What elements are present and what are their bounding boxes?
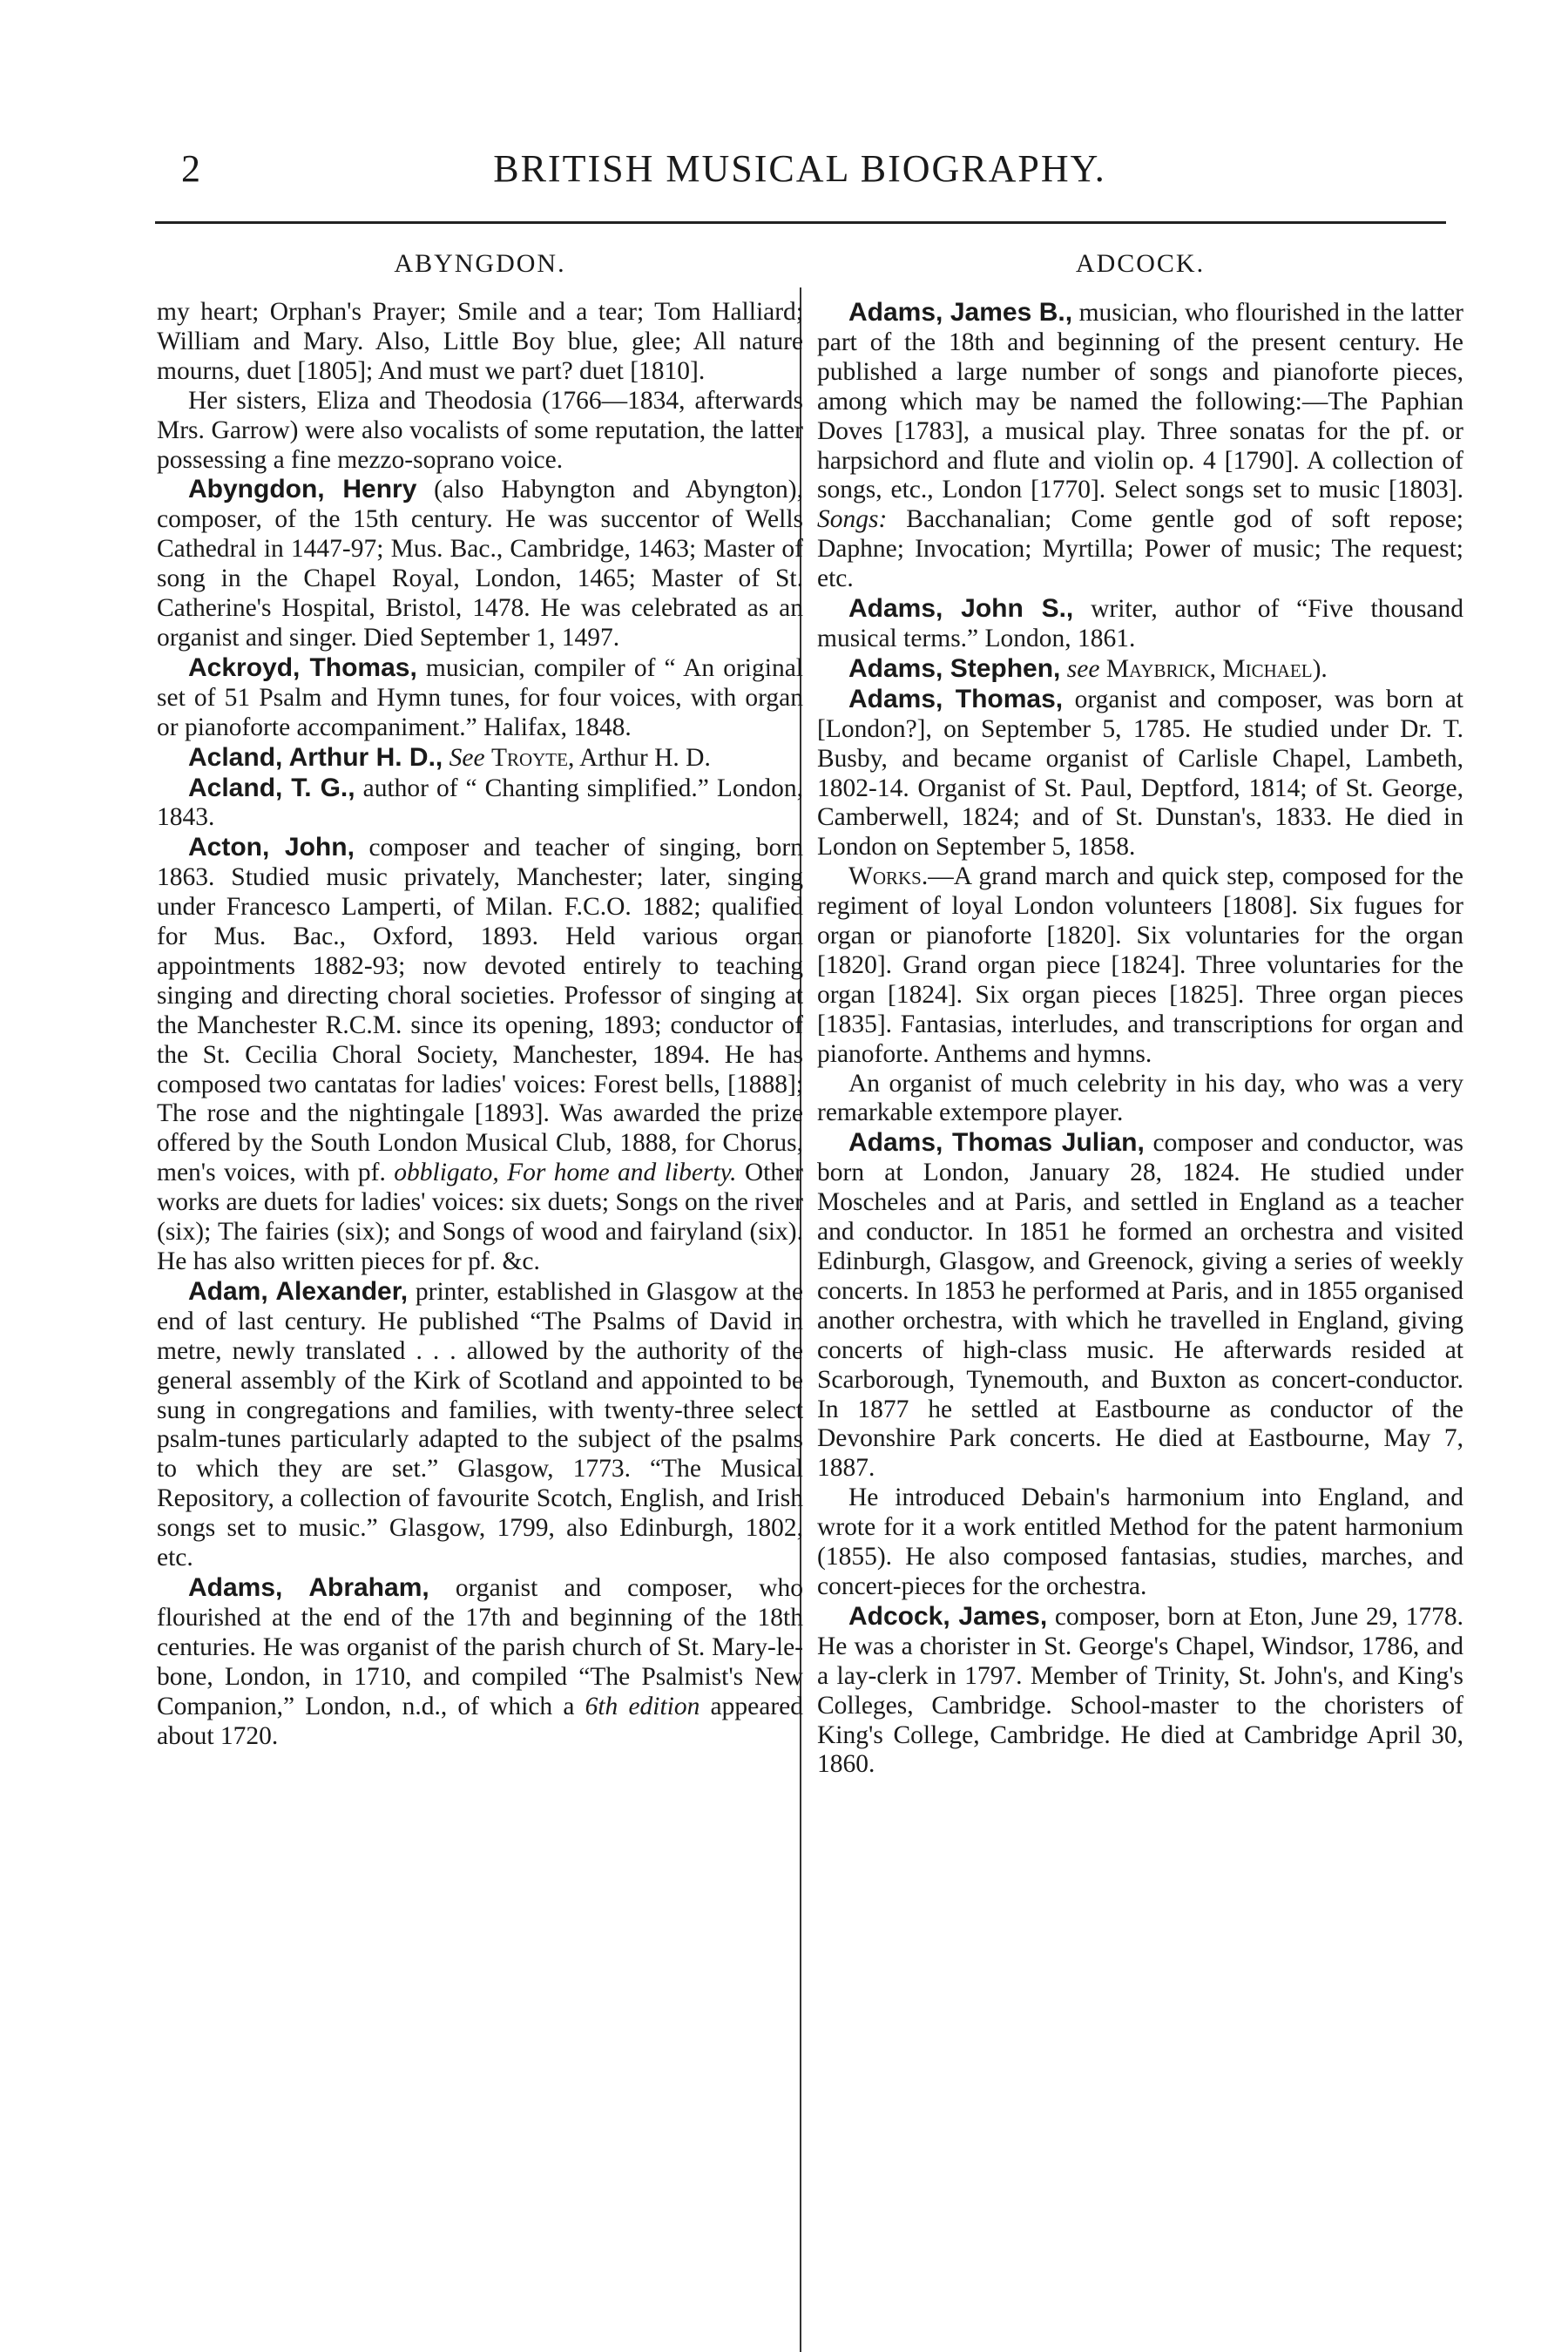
entry-acton-john [157,833,803,1277]
works-note: An organist of much celebrity in his day, who was a very remarkable extempore player. [817,1069,1463,1127]
continued-paragraph: my heart; Orphan's Prayer; Smile and a tear; Tom Halliard; William and Mary. Also, Little Boy blue, glee; All nature mourns, duet [1805]; And must we part? duet [1810]. [157,298,803,385]
left-column [157,249,803,1751]
page-header [155,146,1444,207]
page-number: 2 [181,147,200,190]
entry-italic: obbligato, For home and liberty. [394,1159,737,1187]
headword: Ackroyd, Thomas, [188,652,417,682]
entry-text: organist and composer, who flourished at the end of the 17th and beginning of the 18th centuries. He was organist of the parish church of St. Mary-le-bone, London, in 1710, and compiled “The Psalmist's New Companion,” London, n.d., of which a [157,1573,803,1720]
entry-ackroyd-thomas [157,653,803,743]
headword: Acland, Arthur H. D., [188,742,443,772]
right-column [817,249,1463,1780]
headword: Abyngdon, Henry [188,475,417,504]
entry-adams-abraham [157,1573,803,1751]
cross-reference: Troyte, [490,743,575,772]
entry-text: composer and conductor, was born at London, January 28, 1824. He studied under Moscheles and at Paris, and settled in England as a teacher and conductor. In 1851 he formed an orchestra and visited Edinburgh, Glasgow, and Greenock, giving a series of weekly concerts. In 1853 he performed at Paris, and in 1855 organised another orchestra, with which he travelled in England, giving concerts of high-class music. He afterwards resided at Scarborough, Tynemouth, and Buxton as concert-conductor. In 1877 he settled at Eastbourne as conductor of the Devonshire Park concerts. He died at Eastbourne, May 7, 1887. [817,1129,1463,1483]
right-column-head: ADCOCK. [1075,249,1206,278]
entry-acland-arthur [157,743,803,774]
works-label: Works. [848,862,929,891]
headword: Acland, T. G., [188,773,355,802]
entry-text-2: Bacchanalian; Come gentle god of soft repose; Daphne; Invocation; Myrtilla; Power of music; The request; etc. [817,505,1463,593]
header-rule [155,221,1446,224]
cross-reference: Maybrick, Michael [1105,654,1313,683]
works-paragraph [817,862,1463,1069]
entry-adams-thomas-julian [817,1128,1463,1484]
entry-text: Arthur H. D. [574,743,711,772]
headword: Adams, Stephen, [848,653,1061,683]
headword: Adam, Alexander, [188,1276,409,1306]
headword: Acton, John, [188,833,355,862]
entry-text: composer and teacher of singing, born 1863. Studied music privately, Manchester; later, singing under Francesco Lamperti, of Milan. F.C.O. 1882; qualified for Mus. Bac., Oxford, 1893. Held various organ appointments 1882-93; now devoted entirely to teaching singing and directing choral societies. Professor of singing at the Manchester R.C.M. since its opening, 1893; conductor of the St. Cecilia Choral Society, Manchester, 1894. He has composed two cantatas for ladies' voices: Forest bells, [1888]; The rose and the nightingale [1893]. Was awarded the prize offered by the South London Musical Club, 1888, for Chorus, men's voices, with pf. [157,834,804,1187]
entry-text: organist and composer, was born at [London?], on September 5, 1785. He studied under Dr. T. Busby, and became organist of Carlisle Chapel, Lambeth, 1802-14. Organist of St. Paul, Deptford, 1814; of St. George, Camberwell, 1824; and of St. Dunstan's, 1833. He died in London on September 5, 1858. [817,685,1463,862]
entry-text: musician, compiler of “ An original set of 51 Psalm and Hymn tunes, for four voices, with organ or pianoforte accompaniment.” Halifax, 1848. [157,653,803,741]
entry-abyngdon-henry [157,475,803,652]
entry-italic: 6th edition [585,1692,700,1720]
works-text: —A grand march and quick step, composed for the regiment of loyal London volunteers [1808]. Six fugues for organ or pianoforte [1820]. Six voluntaries for the organ [1820]. Grand organ piece [1824]. Three voluntaries for the organ [1824]. Six organ pieces [1825]. Three organ pieces [1835]. Fantasias, interludes, and transcriptions for organ and pianoforte. Anthems and hymns. [817,862,1463,1068]
headword: Adcock, James, [848,1601,1048,1631]
headword: Adams, Thomas Julian, [848,1128,1145,1158]
headword: Adams, John S., [848,594,1074,624]
entry-text: (also Habyngton and Abyngton), composer, of the 15th century. He was succentor of Wells Cathedral in 1447-97; Mus. Bac., Cambridge, 1463; Master of song in the Chapel Royal, London, 1465; Master of St. Catherine's Hospital, Bristol, 1478. He was celebrated as an organist and singer. Died September 1, 1497. [157,476,803,652]
running-title: BRITISH MUSICAL BIOGRAPHY. [493,147,1106,190]
entry-text: musician, who flourished in the latter part of the 18th and beginning of the present century. He published a large number of songs and pianoforte pieces, among which may be named the following:—The Paphian Doves [1783], a musical play. Three sonatas for the pf. or harpsichord and flute and violin op. 4 [1790]. A collection of songs, etc., London [1770]. Select songs set to music [1803]. [817,299,1463,504]
left-column-head: ABYNGDON. [394,249,566,278]
entry-italic: Songs: [817,505,888,534]
see-label: see [1060,654,1106,683]
entry-text: writer, author of “Five thousand musical terms.” London, 1861. [817,595,1463,652]
sisters-paragraph: Her sisters, Eliza and Theodosia (1766—1834, afterwards Mrs. Garrow) were also vocalists of some reputation, the latter possessing a fine mezzo-soprano voice. [157,386,803,474]
entry-acland-t-g [157,774,803,834]
see-label: See [443,743,491,772]
headword: Adams, Abraham, [188,1572,429,1602]
entry-adcock-james [817,1602,1463,1780]
entry-text: author of “ Chanting simplified.” London, 1843. [157,774,803,832]
harmonium-note: He introduced Debain's harmonium into England, and wrote for it a work entitled Method for the patent harmonium (1855). He also composed fantasias, studies, marches, and concert-pieces for the orchestra. [817,1484,1463,1600]
entry-text: composer, born at Eton, June 29, 1778. He was a chorister in St. George's Chapel, Windsor, 1786, and a lay-clerk in 1797. Member of Trinity, St. John's, and King's Colleges, Cambridge. School-master to the choristers of King's College, Cambridge. He died at Cambridge April 30, 1860. [817,1602,1463,1779]
entry-text: ). [1312,654,1328,683]
entry-adams-thomas [817,685,1463,862]
entry-adam-alexander [157,1277,803,1573]
entry-text: printer, established in Glasgow at the end of last century. He published “The Psalms of David in metre, newly translated . . . allowed by the authority of the general assembly of the Kirk of Scotland and appointed to be sung in congregations and families, with twenty-three select psalm-tunes particularly adapted to the subject of the psalms to which they are set.” Glasgow, 1773. “The Musical Repository, a collection of favourite Scotch, English, and Irish songs set to music.” Glasgow, 1799, also Edinburgh, 1802, etc. [157,1277,804,1572]
headword: Adams, James B., [848,298,1073,327]
headword: Adams, Thomas, [848,684,1064,713]
entry-text-2: appeared about 1720. [157,1692,803,1750]
entry-text-2: Other works are duets for ladies' voices: six duets; Songs on the river (six); The fairies (six); and Songs of wood and fairyland (six). He has also written pieces for pf. &c. [157,1159,804,1275]
entry-adams-john-s [817,594,1463,654]
entry-adams-stephen [817,654,1463,685]
entry-adams-james-b [817,298,1463,594]
